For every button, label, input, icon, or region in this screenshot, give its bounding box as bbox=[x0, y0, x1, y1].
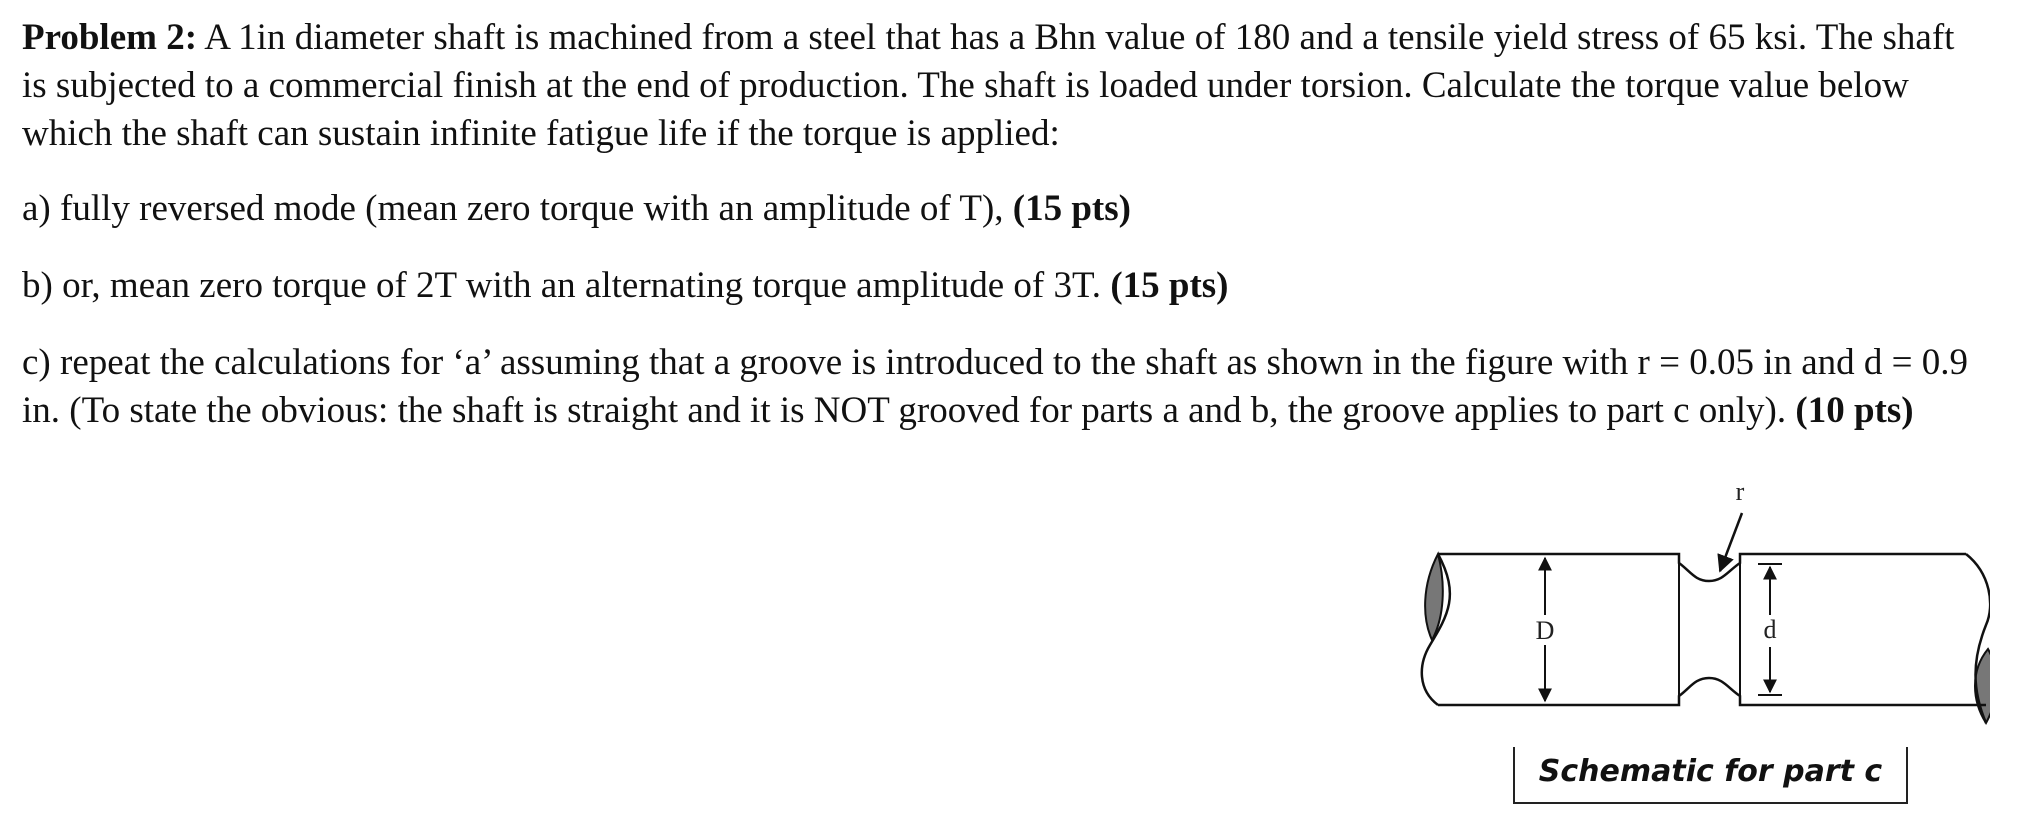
part-a-points: (15 pts) bbox=[1012, 188, 1131, 229]
label-D: D bbox=[1535, 616, 1555, 645]
part-b bbox=[22, 262, 1982, 310]
problem-heading: Problem 2: bbox=[22, 17, 198, 58]
part-b-points: (15 pts) bbox=[1110, 265, 1229, 306]
grooved-shaft-schematic bbox=[1420, 475, 1990, 820]
part-a bbox=[22, 185, 1982, 233]
caption-box bbox=[1513, 747, 1908, 804]
shaft-bottom-edge bbox=[1438, 678, 1986, 705]
label-d: d bbox=[1763, 615, 1777, 644]
radius-pointer-arrow bbox=[1720, 513, 1742, 571]
part-c-points: (10 pts) bbox=[1795, 390, 1914, 431]
part-b-text: b) or, mean zero torque of 2T with an alternating torque amplitude of 3T. bbox=[22, 265, 1111, 306]
problem-intro bbox=[22, 14, 1982, 158]
part-c-text: c) repeat the calculations for ‘a’ assuming that a groove is introduced to the shaft as shown in the figure with r = 0.05 in and d = 0.9 in. (To state the obvious: the shaft is straight and it is NOT grooved for parts a and b, the groove applies to part c only). bbox=[22, 342, 1969, 431]
label-r: r bbox=[1735, 477, 1745, 506]
problem-text bbox=[22, 14, 1982, 464]
part-c bbox=[22, 339, 1982, 435]
part-a-text: a) fully reversed mode (mean zero torque with an amplitude of T), bbox=[22, 188, 1013, 229]
figure-caption: Schematic for part c bbox=[1538, 754, 1883, 789]
shaft-top-edge bbox=[1438, 554, 1966, 581]
problem-intro-text: A 1in diameter shaft is machined from a steel that has a Bhn value of 180 and a tensile yield stress of 65 ksi. The shaft is subjected to a commercial finish at the end of production. The shaft is loaded under torsion. Calculate the torque value below which the shaft can sustain infinite fatigue life if the torque is applied: bbox=[22, 17, 1955, 154]
